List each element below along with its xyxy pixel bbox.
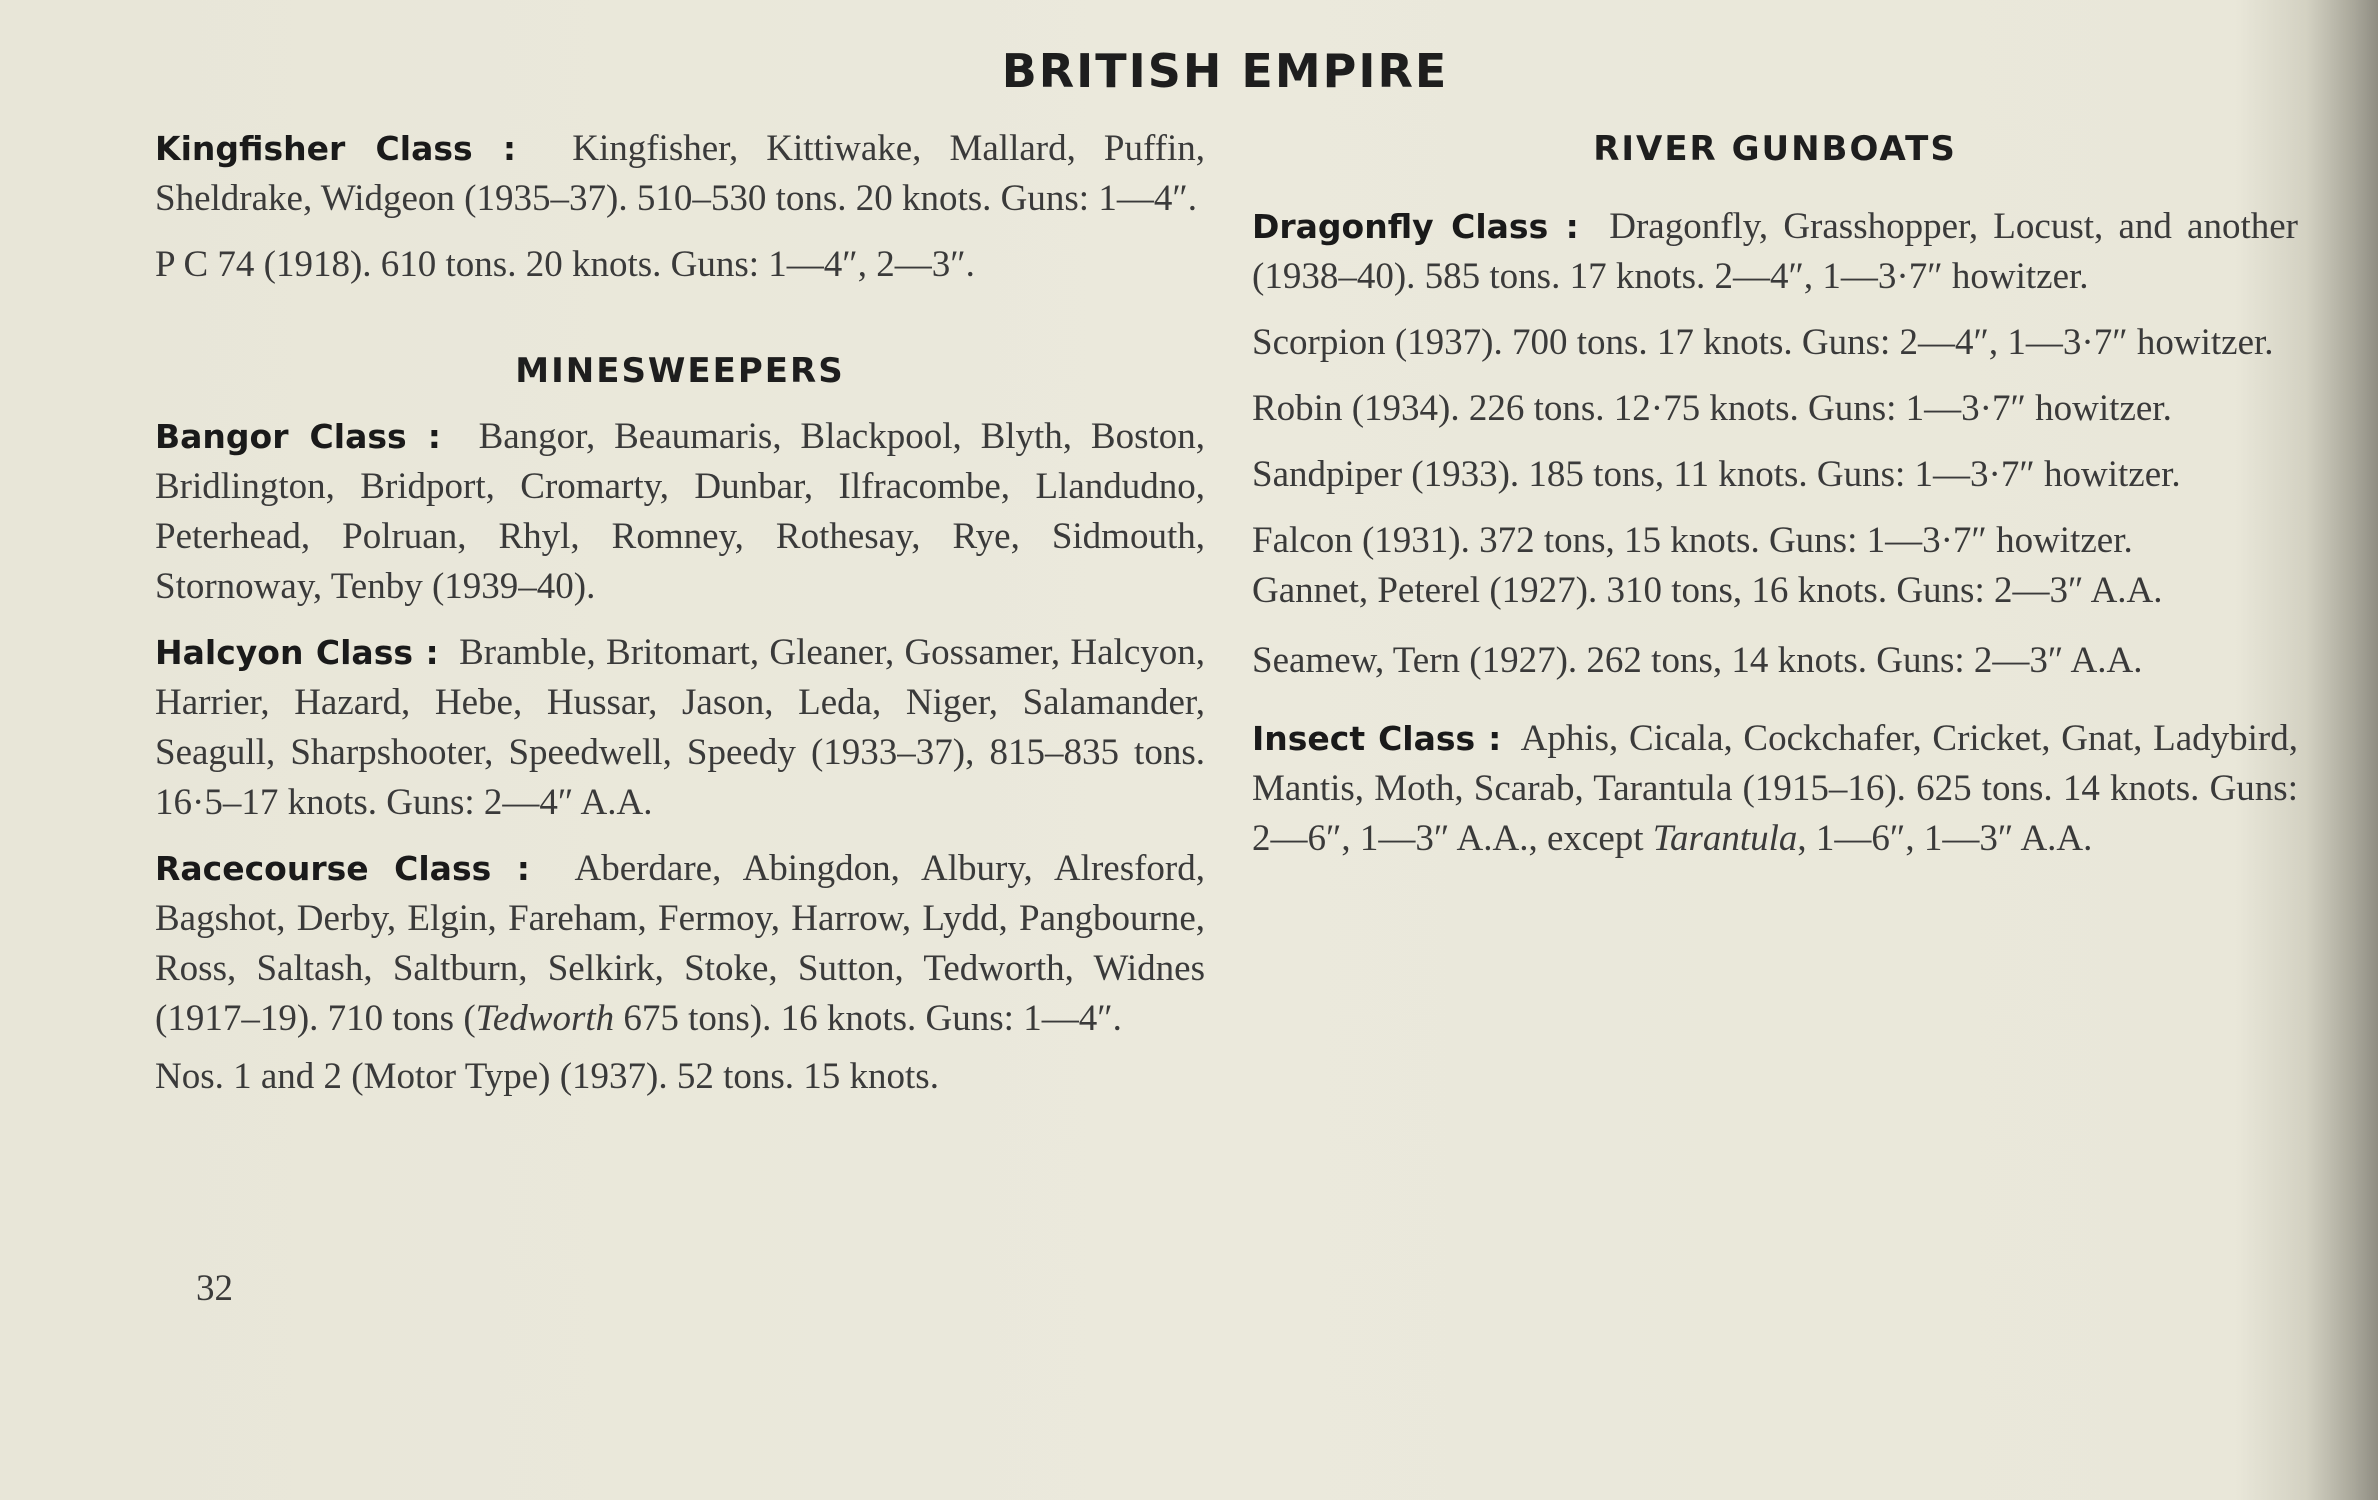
- right-column: [1252, 124, 2298, 864]
- insect-class-label: Insect Class :: [1252, 719, 1502, 758]
- minesweepers-heading: MINESWEEPERS: [515, 351, 845, 391]
- kingfisher-class-text: Kingfisher, Kittiwake, Mallard, Puffin, Sheldrake, Widgeon (1935–37). 510–530 tons. 20 knots. Guns: 1—4″.: [155, 128, 1205, 219]
- bangor-class-text: Bangor, Beaumaris, Blackpool, Blyth, Boston, Bridlington, Bridport, Cromarty, Dunbar, Ilfracombe, Llandudno, Peterhead, Polruan, Rhyl, Romney, Rothesay, Rye, Sidmouth, Stornoway, Tenby (1939–40).: [155, 416, 1205, 607]
- gannet-entry: Gannet, Peterel (1927). 310 tons, 16 knots. Guns: 2—3″ A.A.: [1252, 570, 2163, 611]
- page-number: 32: [196, 1268, 233, 1309]
- pc74-entry: P C 74 (1918). 610 tons. 20 knots. Guns: 1—4″, 2—3″.: [155, 244, 975, 285]
- dragonfly-class-entry: [1252, 202, 2298, 302]
- racecourse-class-text: Aberdare, Abingdon, Albury, Alresford, Bagshot, Derby, Elgin, Fareham, Fermoy, Harrow, Lydd, Pangbourne, Ross, Saltash, Saltburn, Selkirk, Stoke, Sutton, Tedworth, Widnes (1917–19). 710 tons (: [155, 848, 1205, 1039]
- insect-class-entry: [1252, 714, 2298, 864]
- falcon-entry: Falcon (1931). 372 tons, 15 knots. Guns: 1—3·7″ howitzer.: [1252, 520, 2133, 561]
- insect-class-text-end: , 1—6″, 1—3″ A.A.: [1797, 818, 2093, 859]
- kingfisher-class-entry: [155, 124, 1205, 224]
- robin-entry: Robin (1934). 226 tons. 12·75 knots. Guns: 1—3·7″ howitzer.: [1252, 388, 2172, 429]
- halcyon-class-label: Halcyon Class :: [155, 633, 439, 672]
- motor-type-entry: Nos. 1 and 2 (Motor Type) (1937). 52 tons. 15 knots.: [155, 1056, 939, 1097]
- left-column: [155, 124, 1205, 1102]
- sandpiper-entry: Sandpiper (1933). 185 tons, 11 knots. Guns: 1—3·7″ howitzer.: [1252, 454, 2181, 495]
- racecourse-class-label: Racecourse Class :: [155, 849, 530, 888]
- racecourse-class-text-end: 675 tons). 16 knots. Guns: 1—4″.: [614, 998, 1122, 1039]
- racecourse-italic-ship: Tedworth: [475, 998, 615, 1039]
- dragonfly-class-text: Dragonfly, Grasshopper, Locust, and another (1938–40). 585 tons. 17 knots. 2—4″, 1—3·7″ howitzer.: [1252, 206, 2299, 297]
- insect-class-text: Aphis, Cicala, Cockchafer, Cricket, Gnat, Ladybird, Mantis, Moth, Scarab, Tarantula (1915–16). 625 tons. 14 knots. Guns: 2—6″, 1—3″ A.A., except: [1252, 718, 2298, 859]
- kingfisher-class-label: Kingfisher Class :: [155, 129, 517, 168]
- insect-italic-ship: Tarantula: [1652, 818, 1798, 859]
- halcyon-class-text: Bramble, Britomart, Gleaner, Gossamer, Halcyon, Harrier, Hazard, Hebe, Hussar, Jason, Leda, Niger, Salamander, Seagull, Sharpshooter, Speedwell, Speedy (1933–37), 815–835 tons. 16·5–17 knots. Guns: 2—4″ A.A.: [155, 632, 1205, 823]
- river-gunboats-heading: RIVER GUNBOATS: [1593, 129, 1957, 169]
- seamew-entry: Seamew, Tern (1927). 262 tons, 14 knots. Guns: 2—3″ A.A.: [1252, 640, 2143, 681]
- racecourse-class-entry: [155, 844, 1205, 1044]
- scorpion-entry: Scorpion (1937). 700 tons. 17 knots. Guns: 2—4″, 1—3·7″ howitzer.: [1252, 322, 2274, 363]
- page-title: BRITISH EMPIRE: [1001, 44, 1449, 98]
- bangor-class-entry: [155, 412, 1205, 612]
- dragonfly-class-label: Dragonfly Class :: [1252, 207, 1579, 246]
- halcyon-class-entry: [155, 628, 1205, 828]
- bangor-class-label: Bangor Class :: [155, 417, 441, 456]
